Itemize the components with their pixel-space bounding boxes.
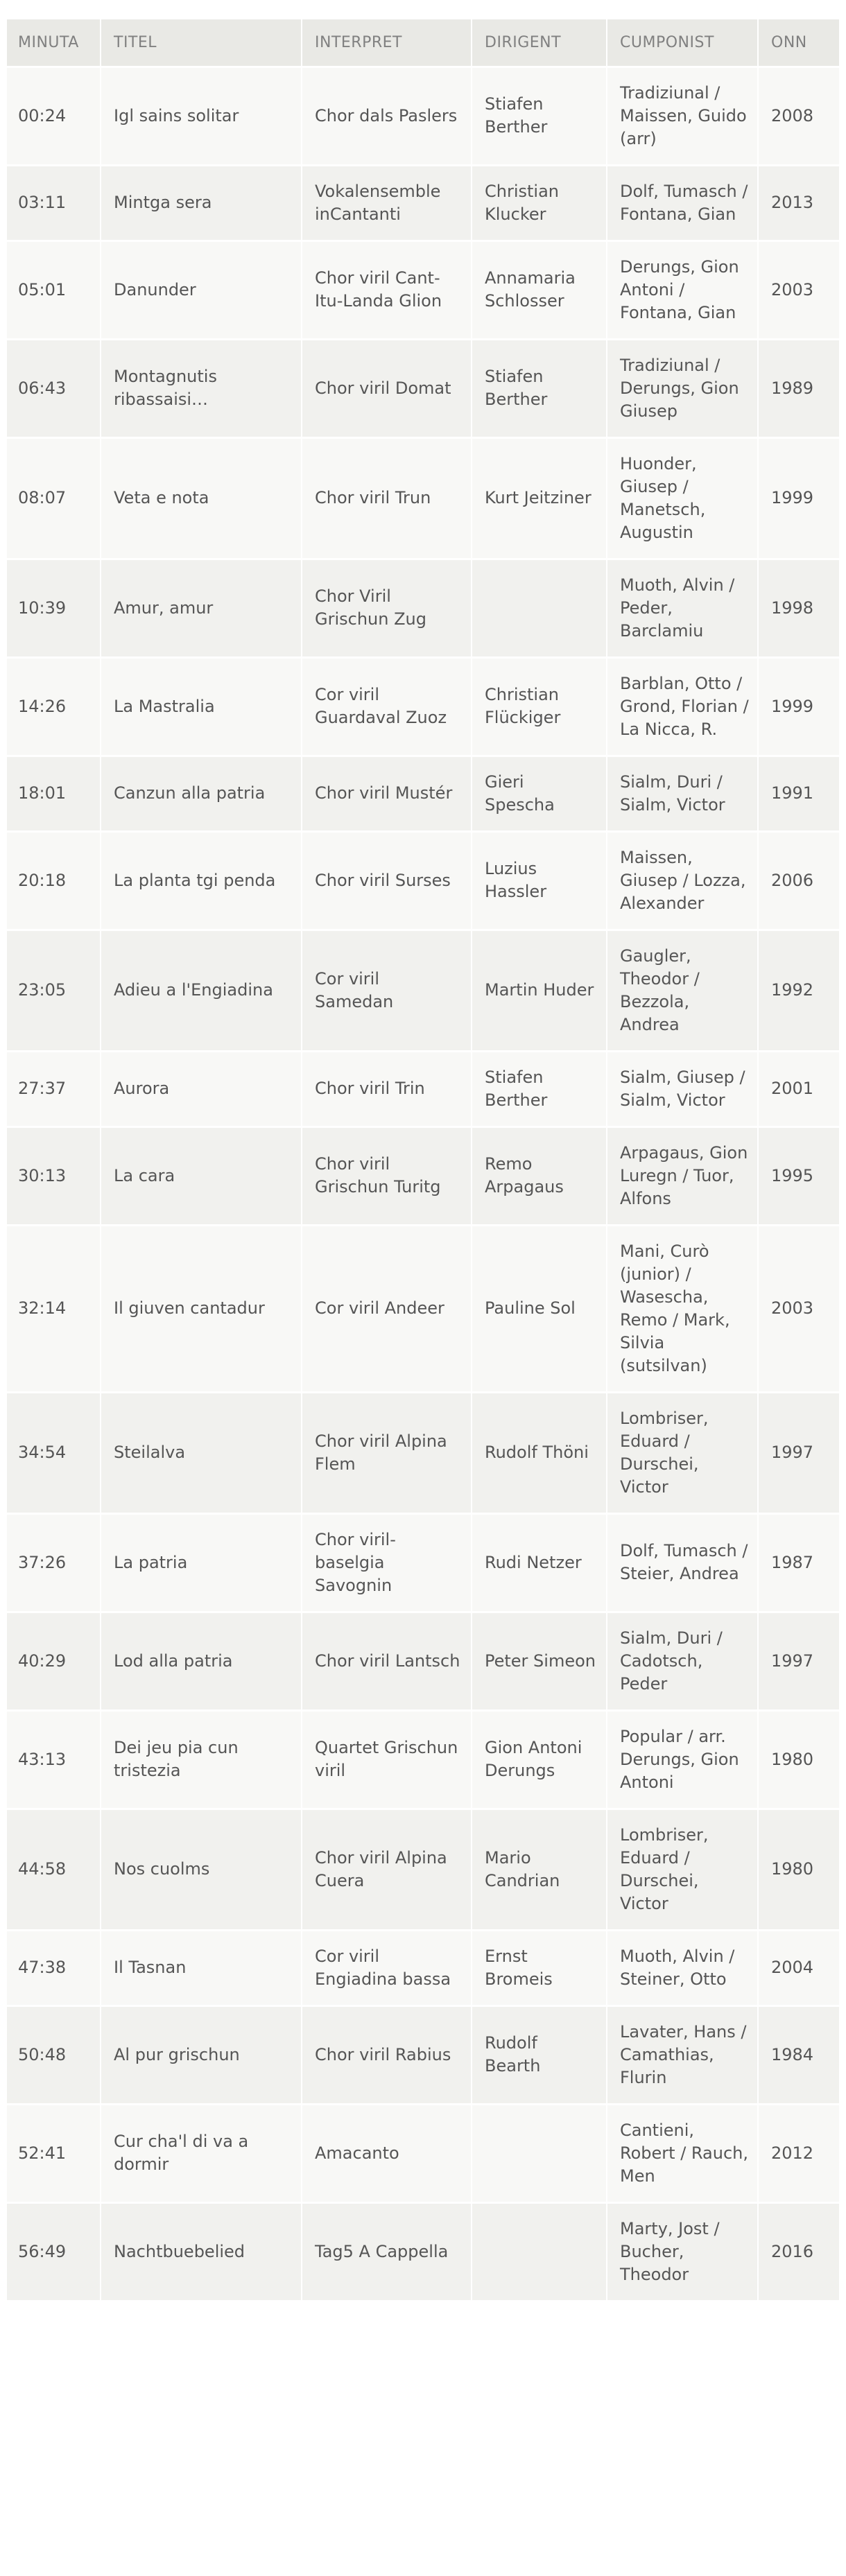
cell-onn: 2003: [758, 241, 839, 339]
table-row: [7, 2202, 839, 2300]
cell-titel: Al pur grischun: [101, 2005, 302, 2104]
table-row: [7, 1513, 839, 1612]
cell-dirigent: Gieri Spescha: [472, 756, 607, 831]
cell-titel: Il giuven cantadur: [101, 1225, 302, 1392]
cell-minuta: 23:05: [7, 930, 101, 1051]
cell-titel: Igl sains solitar: [101, 67, 302, 165]
cell-interpret: Chor Viril Grischun Zug: [302, 559, 472, 657]
cell-dirigent: Rudolf Thöni: [472, 1392, 607, 1513]
cell-cumponist: Lavater, Hans / Camathias, Flurin: [607, 2005, 758, 2104]
cell-minuta: 14:26: [7, 657, 101, 756]
table-row: [7, 437, 839, 559]
cell-onn: 2016: [758, 2202, 839, 2300]
table-row: [7, 657, 839, 756]
cell-onn: 2012: [758, 2104, 839, 2202]
cell-interpret: Chor viril Alpina Flem: [302, 1392, 472, 1513]
cell-minuta: 20:18: [7, 831, 101, 930]
cell-cumponist: Maissen, Giusep / Lozza, Alexander: [607, 831, 758, 930]
cell-onn: 1999: [758, 657, 839, 756]
cell-dirigent: Rudolf Bearth: [472, 2005, 607, 2104]
table-row: [7, 1051, 839, 1126]
table-row: [7, 1392, 839, 1513]
cell-cumponist: Dolf, Tumasch / Steier, Andrea: [607, 1513, 758, 1612]
cell-minuta: 43:13: [7, 1710, 101, 1809]
cell-minuta: 50:48: [7, 2005, 101, 2104]
cell-minuta: 37:26: [7, 1513, 101, 1612]
cell-cumponist: Lombriser, Eduard / Durschei, Victor: [607, 1392, 758, 1513]
cell-dirigent: Christian Flückiger: [472, 657, 607, 756]
table-row: [7, 930, 839, 1051]
cell-interpret: Chor viril Cant-Itu-Landa Glion: [302, 241, 472, 339]
cell-cumponist: Muoth, Alvin / Peder, Barclamiu: [607, 559, 758, 657]
table-row: [7, 67, 839, 165]
cell-cumponist: Mani, Curò (junior) / Wasescha, Remo / Mark, Silvia (sutsilvan): [607, 1225, 758, 1392]
table-row: [7, 2104, 839, 2202]
cell-titel: La planta tgi penda: [101, 831, 302, 930]
cell-minuta: 08:07: [7, 437, 101, 559]
cell-cumponist: Marty, Jost / Bucher, Theodor: [607, 2202, 758, 2300]
cell-minuta: 05:01: [7, 241, 101, 339]
cell-interpret: Chor dals Paslers: [302, 67, 472, 165]
cell-dirigent: Martin Huder: [472, 930, 607, 1051]
table-header: [7, 19, 839, 67]
cell-interpret: Amacanto: [302, 2104, 472, 2202]
cell-cumponist: Derungs, Gion Antoni / Fontana, Gian: [607, 241, 758, 339]
cell-minuta: 03:11: [7, 165, 101, 241]
cell-dirigent: [472, 559, 607, 657]
cell-titel: Adieu a l'Engiadina: [101, 930, 302, 1051]
cell-dirigent: Pauline Sol: [472, 1225, 607, 1392]
cell-interpret: Tag5 A Cappella: [302, 2202, 472, 2300]
cell-onn: 1984: [758, 2005, 839, 2104]
cell-minuta: 40:29: [7, 1612, 101, 1710]
header-onn: ONN: [758, 19, 839, 67]
cell-minuta: 56:49: [7, 2202, 101, 2300]
cell-dirigent: Mario Candrian: [472, 1809, 607, 1930]
cell-titel: Amur, amur: [101, 559, 302, 657]
cell-dirigent: Luzius Hassler: [472, 831, 607, 930]
cell-dirigent: Stiafen Berther: [472, 339, 607, 437]
cell-cumponist: Cantieni, Robert / Rauch, Men: [607, 2104, 758, 2202]
cell-titel: La patria: [101, 1513, 302, 1612]
cell-cumponist: Barblan, Otto / Grond, Florian / La Nicca, R.: [607, 657, 758, 756]
cell-onn: 2004: [758, 1930, 839, 2005]
cell-minuta: 47:38: [7, 1930, 101, 2005]
cell-dirigent: Stiafen Berther: [472, 67, 607, 165]
cell-minuta: 30:13: [7, 1126, 101, 1225]
cell-titel: Mintga sera: [101, 165, 302, 241]
cell-titel: Canzun alla patria: [101, 756, 302, 831]
cell-interpret: Chor viril Mustér: [302, 756, 472, 831]
cell-cumponist: Popular / arr. Derungs, Gion Antoni: [607, 1710, 758, 1809]
cell-minuta: 18:01: [7, 756, 101, 831]
cell-onn: 1992: [758, 930, 839, 1051]
cell-interpret: Cor viril Samedan: [302, 930, 472, 1051]
cell-interpret: Chor viril Trin: [302, 1051, 472, 1126]
cell-interpret: Cor viril Guardaval Zuoz: [302, 657, 472, 756]
cell-dirigent: Kurt Jeitziner: [472, 437, 607, 559]
table-row: [7, 241, 839, 339]
cell-onn: 1980: [758, 1710, 839, 1809]
cell-titel: Nachtbuebelied: [101, 2202, 302, 2300]
cell-dirigent: Gion Antoni Derungs: [472, 1710, 607, 1809]
cell-dirigent: Ernst Bromeis: [472, 1930, 607, 2005]
cell-onn: 1991: [758, 756, 839, 831]
cell-onn: 1995: [758, 1126, 839, 1225]
cell-interpret: Quartet Grischun viril: [302, 1710, 472, 1809]
cell-cumponist: Tradiziunal / Derungs, Gion Giusep: [607, 339, 758, 437]
cell-interpret: Cor viril Engiadina bassa: [302, 1930, 472, 2005]
cell-interpret: Chor viril Alpina Cuera: [302, 1809, 472, 1930]
cell-interpret: Cor viril Andeer: [302, 1225, 472, 1392]
cell-titel: Il Tasnan: [101, 1930, 302, 2005]
table-row: [7, 1612, 839, 1710]
cell-titel: Montagnutis ribassaisi…: [101, 339, 302, 437]
cell-onn: 1998: [758, 559, 839, 657]
cell-minuta: 10:39: [7, 559, 101, 657]
table-row: [7, 339, 839, 437]
cell-titel: Cur cha'l di va a dormir: [101, 2104, 302, 2202]
cell-minuta: 00:24: [7, 67, 101, 165]
cell-minuta: 27:37: [7, 1051, 101, 1126]
cell-dirigent: [472, 2104, 607, 2202]
cell-titel: Danunder: [101, 241, 302, 339]
header-titel: TITEL: [101, 19, 302, 67]
header-cumponist: CUMPONIST: [607, 19, 758, 67]
cell-titel: Lod alla patria: [101, 1612, 302, 1710]
cell-minuta: 34:54: [7, 1392, 101, 1513]
header-row: [7, 19, 839, 67]
cell-onn: 1989: [758, 339, 839, 437]
table-row: [7, 756, 839, 831]
cell-onn: 1997: [758, 1392, 839, 1513]
table-row: [7, 1225, 839, 1392]
cell-interpret: Chor viril Trun: [302, 437, 472, 559]
cell-titel: Dei jeu pia cun tristezia: [101, 1710, 302, 1809]
table-row: [7, 1809, 839, 1930]
table-row: [7, 2005, 839, 2104]
cell-cumponist: Sialm, Duri / Sialm, Victor: [607, 756, 758, 831]
tracklist-table: [7, 19, 839, 2300]
cell-onn: 2013: [758, 165, 839, 241]
cell-titel: La cara: [101, 1126, 302, 1225]
header-minuta: MINUTA: [18, 33, 79, 51]
cell-cumponist: Sialm, Duri / Cadotsch, Peder: [607, 1612, 758, 1710]
cell-titel: La Mastralia: [101, 657, 302, 756]
cell-onn: 1997: [758, 1612, 839, 1710]
cell-minuta: 06:43: [7, 339, 101, 437]
header-dirigent: DIRIGENT: [472, 19, 607, 67]
cell-onn: 1980: [758, 1809, 839, 1930]
cell-cumponist: Gaugler, Theodor / Bezzola, Andrea: [607, 930, 758, 1051]
cell-onn: 2001: [758, 1051, 839, 1126]
cell-titel: Nos cuolms: [101, 1809, 302, 1930]
cell-onn: 2003: [758, 1225, 839, 1392]
cell-onn: 1987: [758, 1513, 839, 1612]
table-row: [7, 831, 839, 930]
cell-cumponist: Sialm, Giusep / Sialm, Victor: [607, 1051, 758, 1126]
cell-onn: 1999: [758, 437, 839, 559]
cell-cumponist: Tradiziunal / Maissen, Guido (arr): [607, 67, 758, 165]
cell-titel: Veta e nota: [101, 437, 302, 559]
table-row: [7, 1126, 839, 1225]
table-body: [7, 67, 839, 2300]
cell-interpret: Chor viril Surses: [302, 831, 472, 930]
cell-cumponist: Dolf, Tumasch / Fontana, Gian: [607, 165, 758, 241]
cell-cumponist: Lombriser, Eduard / Durschei, Victor: [607, 1809, 758, 1930]
table-row: [7, 1710, 839, 1809]
cell-onn: 2008: [758, 67, 839, 165]
cell-interpret: Chor viril Rabius: [302, 2005, 472, 2104]
cell-interpret: Chor viril-baselgia Savognin: [302, 1513, 472, 1612]
cell-minuta: 52:41: [7, 2104, 101, 2202]
cell-interpret: Chor viril Grischun Turitg: [302, 1126, 472, 1225]
cell-titel: Aurora: [101, 1051, 302, 1126]
table-row: [7, 559, 839, 657]
header-interpret: INTERPRET: [302, 19, 472, 67]
cell-interpret: Chor viril Lantsch: [302, 1612, 472, 1710]
table-row: [7, 1930, 839, 2005]
cell-cumponist: Arpagaus, Gion Luregn / Tuor, Alfons: [607, 1126, 758, 1225]
cell-interpret: Vokalensemble inCantanti: [302, 165, 472, 241]
cell-minuta: 32:14: [7, 1225, 101, 1392]
cell-dirigent: Stiafen Berther: [472, 1051, 607, 1126]
cell-dirigent: Rudi Netzer: [472, 1513, 607, 1612]
cell-cumponist: Huonder, Giusep / Manetsch, Augustin: [607, 437, 758, 559]
cell-dirigent: [472, 2202, 607, 2300]
cell-titel: Steilalva: [101, 1392, 302, 1513]
cell-onn: 2006: [758, 831, 839, 930]
cell-dirigent: Annamaria Schlosser: [472, 241, 607, 339]
table-row: [7, 165, 839, 241]
cell-interpret: Chor viril Domat: [302, 339, 472, 437]
cell-dirigent: Remo Arpagaus: [472, 1126, 607, 1225]
cell-minuta: 44:58: [7, 1809, 101, 1930]
cell-dirigent: Christian Klucker: [472, 165, 607, 241]
cell-cumponist: Muoth, Alvin / Steiner, Otto: [607, 1930, 758, 2005]
cell-dirigent: Peter Simeon: [472, 1612, 607, 1710]
